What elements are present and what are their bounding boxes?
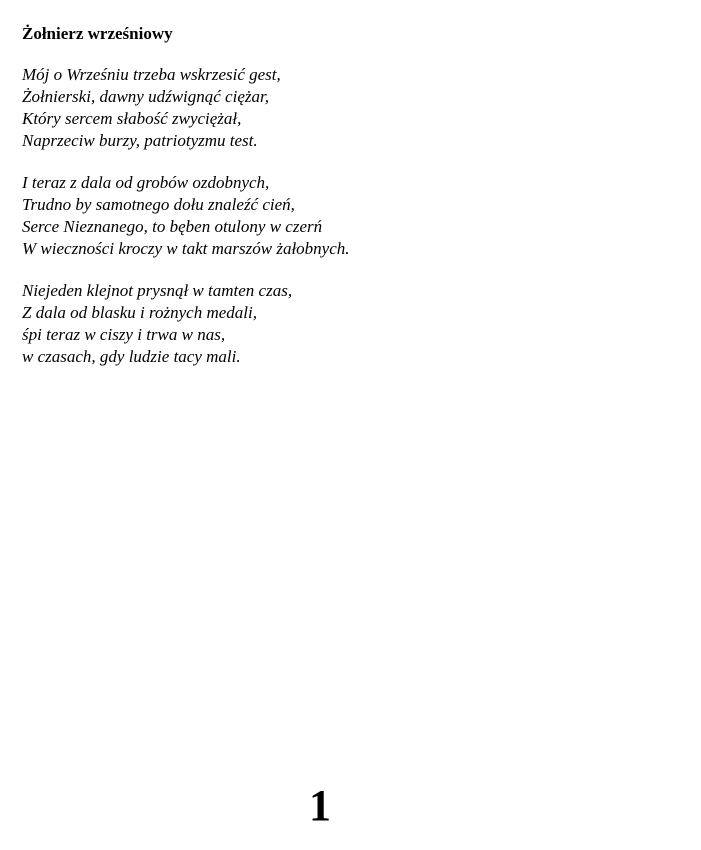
poem-line: Serce Nieznanego, to bęben otulony w czerń xyxy=(22,217,323,236)
poem-line: I teraz z dala od grobów ozdobnych, xyxy=(22,173,270,192)
poem-line: Żołnierski, dawny udźwignąć ciężar, xyxy=(22,87,269,106)
poem-line: Niejeden klejnot prysnął w tamten czas, xyxy=(22,281,293,300)
stanza-2 xyxy=(22,172,350,260)
poem-line: Który sercem słabość zwyciężał, xyxy=(22,109,242,128)
poem-title: Żołnierz wrześniowy xyxy=(22,24,173,43)
poem-line: W wieczności kroczy w takt marszów żałobnych. xyxy=(22,239,350,258)
page-number: 1 xyxy=(309,781,331,830)
poem-line: Trudno by samotnego dołu znaleźć cień, xyxy=(22,195,295,214)
stanza-1 xyxy=(22,64,350,152)
poem-line: Naprzeciw burzy, patriotyzmu test. xyxy=(22,131,258,150)
stanza-3 xyxy=(22,280,350,368)
poem-body xyxy=(22,64,350,388)
poem-line: w czasach, gdy ludzie tacy mali. xyxy=(22,347,241,366)
poem-line: śpi teraz w ciszy i trwa w nas, xyxy=(22,325,226,344)
poem-line: Z dala od blasku i rożnych medali, xyxy=(22,303,257,322)
poem-line: Mój o Wrześniu trzeba wskrzesić gest, xyxy=(22,65,281,84)
